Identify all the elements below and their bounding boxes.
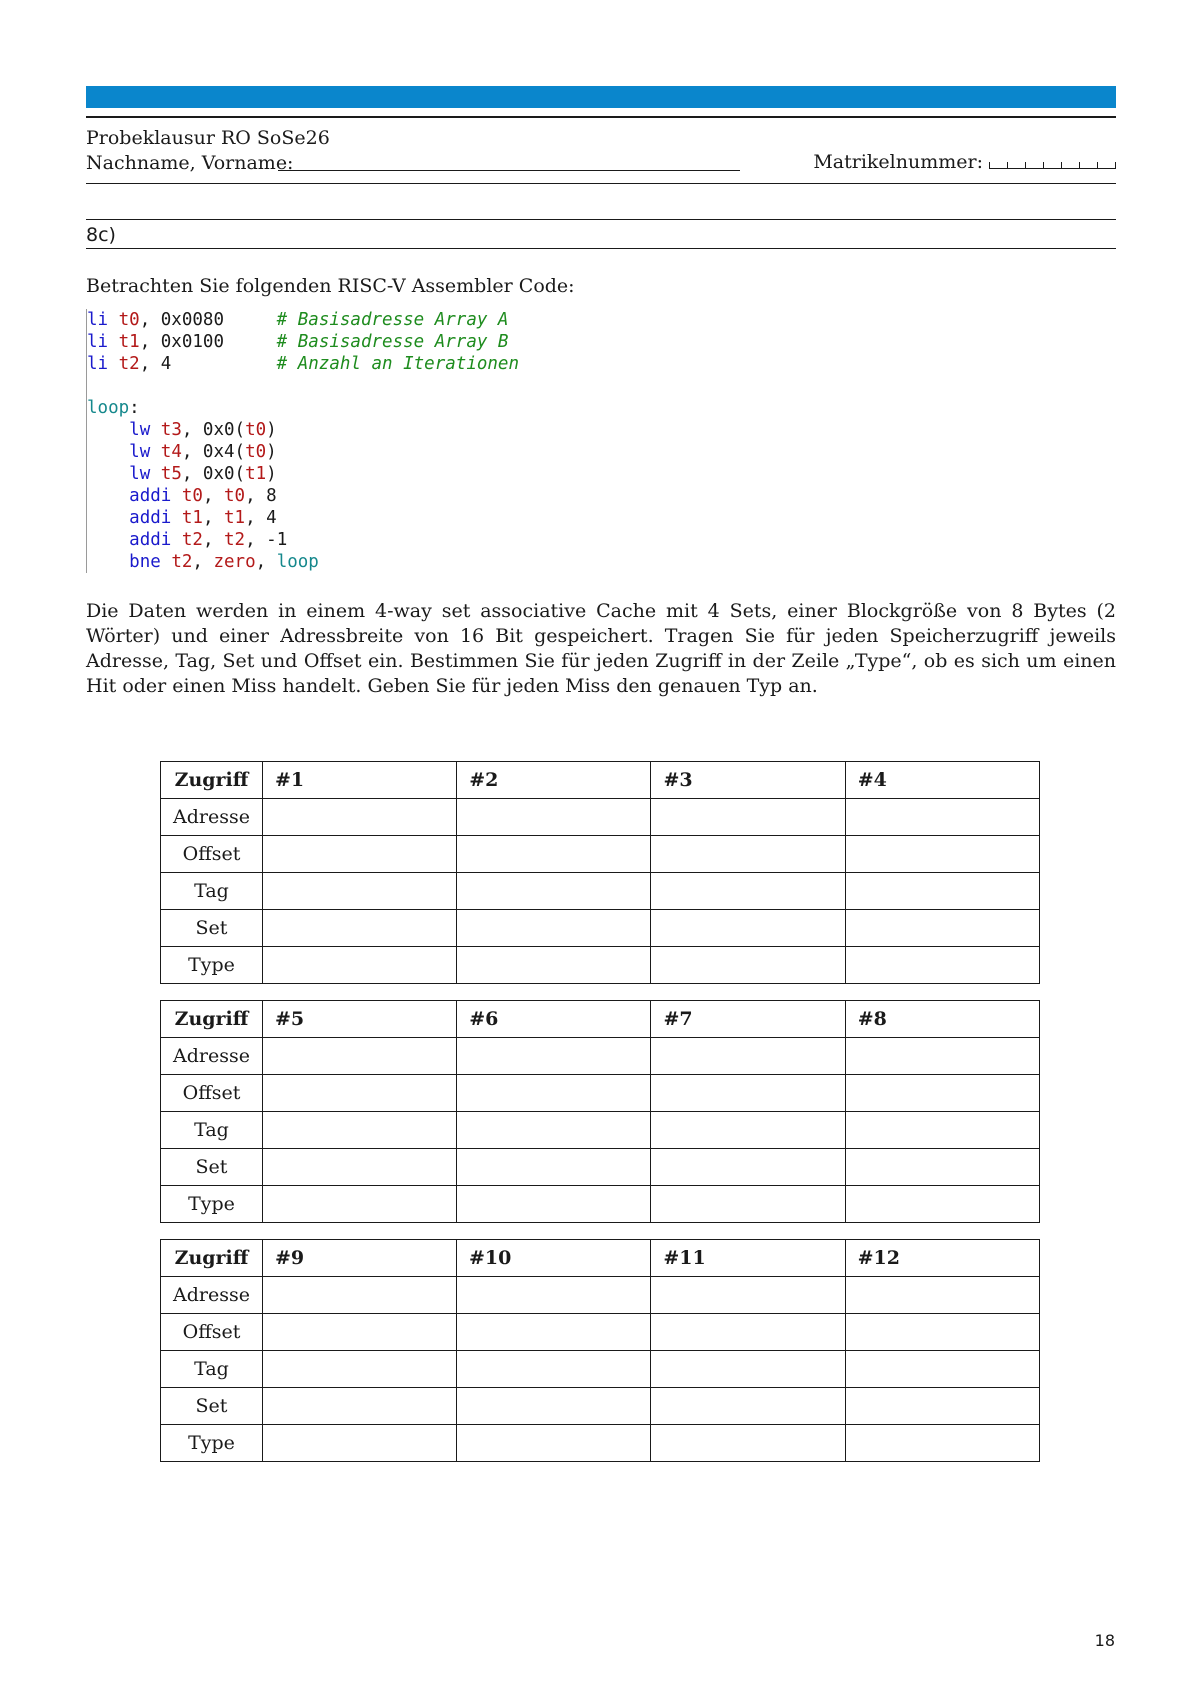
code-token (87, 552, 129, 572)
table-row (161, 873, 1040, 910)
answer-cell[interactable] (262, 1277, 456, 1314)
code-token: t1 (224, 508, 246, 528)
table-row (161, 947, 1040, 984)
answer-cell[interactable] (651, 1186, 845, 1223)
code-token: t1 (245, 464, 267, 484)
access-table-2 (160, 1000, 1040, 1223)
code-line (87, 331, 1117, 353)
code-token: t2 (181, 530, 203, 550)
code-token: , (202, 530, 225, 550)
answer-cell[interactable] (845, 799, 1039, 836)
code-token (108, 354, 119, 374)
answer-cell[interactable] (845, 1351, 1039, 1388)
code-line (87, 353, 1117, 375)
matrikel-digit-box[interactable] (989, 162, 1007, 169)
code-token (87, 486, 129, 506)
answer-cell[interactable] (262, 947, 456, 984)
access-number-header: #4 (845, 762, 1039, 799)
row-label: Tag (161, 873, 263, 910)
answer-cell[interactable] (651, 799, 845, 836)
code-line (87, 397, 1117, 419)
answer-cell[interactable] (651, 1388, 845, 1425)
answer-cell[interactable] (845, 1425, 1039, 1462)
answer-cell[interactable] (262, 1425, 456, 1462)
table-row (161, 1149, 1040, 1186)
code-token: t0 (245, 442, 267, 462)
table-row (161, 1075, 1040, 1112)
answer-cell[interactable] (845, 1314, 1039, 1351)
section-bottom-rule (86, 248, 1116, 249)
code-line (87, 441, 1117, 463)
answer-cell[interactable] (457, 1425, 651, 1462)
code-token (171, 486, 182, 506)
answer-cell[interactable] (457, 1038, 651, 1075)
matrikel-digit-box[interactable] (1043, 162, 1061, 169)
table-row (161, 1314, 1040, 1351)
code-token: , (202, 508, 225, 528)
access-number-header: #8 (845, 1001, 1039, 1038)
table-header-row (161, 1001, 1040, 1038)
row-label: Set (161, 1149, 263, 1186)
access-number-header: #1 (262, 762, 456, 799)
code-line (87, 529, 1117, 551)
answer-cell[interactable] (262, 799, 456, 836)
answer-cell[interactable] (651, 836, 845, 873)
header-top-rule (86, 116, 1116, 118)
code-token: lw (129, 464, 151, 484)
table-row (161, 1425, 1040, 1462)
row-label: Adresse (161, 1038, 263, 1075)
access-number-header: #10 (457, 1240, 651, 1277)
answer-cell[interactable] (457, 910, 651, 947)
section-label: 8c) (86, 224, 116, 246)
answer-cell[interactable] (457, 1388, 651, 1425)
answer-cell[interactable] (457, 1112, 651, 1149)
answer-cell[interactable] (845, 836, 1039, 873)
code-token: # Basisadresse Array B (276, 332, 509, 352)
access-number-header: #11 (651, 1240, 845, 1277)
intro-text: Betrachten Sie folgenden RISC-V Assembler Code: (86, 275, 575, 297)
table-row (161, 910, 1040, 947)
row-label: Type (161, 1186, 263, 1223)
code-token: t0 (118, 310, 140, 330)
answer-cell[interactable] (457, 799, 651, 836)
code-token: # Basisadresse Array A (276, 310, 509, 330)
code-token: lw (129, 442, 151, 462)
answer-cell[interactable] (651, 947, 845, 984)
code-token: t3 (160, 420, 182, 440)
code-token: zero (213, 552, 256, 572)
section-top-rule (86, 219, 1116, 220)
access-table-1 (160, 761, 1040, 984)
row-label: Adresse (161, 1277, 263, 1314)
code-token: loop (276, 552, 319, 572)
code-token: t1 (118, 332, 140, 352)
answer-cell[interactable] (457, 1149, 651, 1186)
code-token (150, 420, 161, 440)
answer-cell[interactable] (845, 1038, 1039, 1075)
table-row (161, 1186, 1040, 1223)
answer-cell[interactable] (262, 1388, 456, 1425)
zugriff-header: Zugriff (161, 1240, 263, 1277)
code-line (87, 463, 1117, 485)
access-number-header: #9 (262, 1240, 456, 1277)
exam-title: Probeklausur RO SoSe26 (86, 127, 330, 149)
zugriff-header: Zugriff (161, 762, 263, 799)
code-token: , 0x4( (181, 442, 246, 462)
matrikel-label: Matrikelnummer: (813, 151, 983, 173)
code-token: , 0x0( (181, 420, 246, 440)
page-number: 18 (1094, 1631, 1115, 1650)
code-token (87, 508, 129, 528)
answer-cell[interactable] (262, 1149, 456, 1186)
code-line (87, 485, 1117, 507)
row-label: Offset (161, 836, 263, 873)
code-token: li (87, 354, 109, 374)
code-token (108, 310, 119, 330)
code-token: ) (266, 420, 277, 440)
matrikel-boxes[interactable] (989, 162, 1116, 169)
answer-cell[interactable] (845, 1186, 1039, 1223)
code-token: t2 (171, 552, 193, 572)
answer-cell[interactable] (262, 1075, 456, 1112)
answer-cell[interactable] (845, 910, 1039, 947)
matrikel-digit-box[interactable] (1061, 162, 1079, 169)
answer-cell[interactable] (651, 1038, 845, 1075)
code-line (87, 309, 1117, 331)
answer-cell[interactable] (845, 1112, 1039, 1149)
header-accent-bar (86, 86, 1116, 108)
code-token: , (255, 552, 277, 572)
code-token (171, 530, 182, 550)
task-paragraph: Die Daten werden in einem 4-way set associative Cache mit 4 Sets, einer Blockgröße von 8 Bytes (2 Wörter) und einer Adressbreite von 16 Bit gespeichert. Tragen Sie für jeden Speicherzugriff jeweils Adresse, Tag, Set und Offset ein. Bestimmen Sie für jeden Zugriff in der Zeile „Type“, ob es sich um einen Hit oder einen Miss handelt. Geben Sie für jeden Miss den genauen Typ an. (86, 600, 1116, 697)
table-row (161, 799, 1040, 836)
code-token: : (129, 398, 140, 418)
answer-cell[interactable] (651, 1149, 845, 1186)
answer-cell[interactable] (651, 1075, 845, 1112)
answer-cell[interactable] (262, 1351, 456, 1388)
table-row (161, 1388, 1040, 1425)
access-number-header: #3 (651, 762, 845, 799)
code-token: loop (87, 398, 130, 418)
code-token: , 0x0080 (139, 310, 277, 330)
code-token: addi (129, 530, 172, 550)
code-token: li (87, 310, 109, 330)
access-number-header: #5 (262, 1001, 456, 1038)
table-header-row (161, 1240, 1040, 1277)
table-header-row (161, 762, 1040, 799)
code-token (150, 464, 161, 484)
answer-cell[interactable] (457, 836, 651, 873)
answer-cell[interactable] (262, 1314, 456, 1351)
code-token: bne (129, 552, 161, 572)
matrikel-field (813, 151, 1116, 173)
answer-cell[interactable] (457, 1351, 651, 1388)
answer-cell[interactable] (845, 1388, 1039, 1425)
code-token: ) (266, 442, 277, 462)
name-label: Nachname, Vorname: (86, 152, 294, 174)
code-token: t1 (181, 508, 203, 528)
row-label: Offset (161, 1075, 263, 1112)
matrikel-digit-box[interactable] (1097, 162, 1116, 169)
code-token: addi (129, 508, 172, 528)
row-label: Type (161, 1425, 263, 1462)
answer-cell[interactable] (457, 873, 651, 910)
code-token: t2 (224, 530, 246, 550)
code-token: t5 (160, 464, 182, 484)
answer-cell[interactable] (845, 873, 1039, 910)
answer-cell[interactable] (651, 1351, 845, 1388)
table-row (161, 1112, 1040, 1149)
answer-cell[interactable] (651, 1277, 845, 1314)
code-token (87, 420, 129, 440)
table-row (161, 836, 1040, 873)
code-token: , 8 (245, 486, 277, 506)
code-token: , 4 (245, 508, 277, 528)
answer-cell[interactable] (651, 910, 845, 947)
code-line (87, 507, 1117, 529)
code-token: t2 (118, 354, 140, 374)
code-token (150, 442, 161, 462)
answer-cell[interactable] (845, 947, 1039, 984)
access-number-header: #7 (651, 1001, 845, 1038)
row-label: Set (161, 1388, 263, 1425)
answer-cell[interactable] (457, 1277, 651, 1314)
code-token: , 0x0100 (139, 332, 277, 352)
code-token: , (192, 552, 214, 572)
code-token (87, 530, 129, 550)
name-input-line[interactable] (278, 170, 740, 171)
header-bottom-rule (86, 183, 1116, 184)
answer-cell[interactable] (651, 1314, 845, 1351)
answer-cell[interactable] (457, 1186, 651, 1223)
answer-cell[interactable] (845, 1277, 1039, 1314)
answer-cell[interactable] (845, 1075, 1039, 1112)
matrikel-digit-box[interactable] (1025, 162, 1043, 169)
table-row (161, 1038, 1040, 1075)
table-row (161, 1351, 1040, 1388)
row-label: Tag (161, 1351, 263, 1388)
code-line (87, 375, 1117, 397)
matrikel-digit-box[interactable] (1007, 162, 1025, 169)
answer-cell[interactable] (651, 873, 845, 910)
access-number-header: #6 (457, 1001, 651, 1038)
answer-cell[interactable] (845, 1149, 1039, 1186)
code-token: t0 (245, 420, 267, 440)
answer-cell[interactable] (262, 1038, 456, 1075)
code-token: , 4 (139, 354, 277, 374)
code-token: , 0x0( (181, 464, 246, 484)
code-line (87, 551, 1117, 573)
answer-cell[interactable] (457, 1075, 651, 1112)
code-line (87, 419, 1117, 441)
answer-cell[interactable] (651, 1112, 845, 1149)
code-token: ) (266, 464, 277, 484)
answer-cell[interactable] (651, 1425, 845, 1462)
answer-cell[interactable] (457, 1314, 651, 1351)
code-token: , -1 (245, 530, 288, 550)
code-token: addi (129, 486, 172, 506)
answer-cell[interactable] (262, 1186, 456, 1223)
answer-cell[interactable] (262, 1112, 456, 1149)
code-token (87, 464, 129, 484)
access-number-header: #2 (457, 762, 651, 799)
answer-cell[interactable] (262, 910, 456, 947)
answer-cell[interactable] (262, 836, 456, 873)
code-token: , (202, 486, 225, 506)
answer-cell[interactable] (262, 873, 456, 910)
row-label: Adresse (161, 799, 263, 836)
access-number-header: #12 (845, 1240, 1039, 1277)
row-label: Type (161, 947, 263, 984)
code-token: t0 (224, 486, 246, 506)
row-label: Set (161, 910, 263, 947)
access-table-3 (160, 1239, 1040, 1462)
code-token: lw (129, 420, 151, 440)
answer-cell[interactable] (457, 947, 651, 984)
code-token: t0 (181, 486, 203, 506)
zugriff-header: Zugriff (161, 1001, 263, 1038)
code-token: t4 (160, 442, 182, 462)
code-token (87, 442, 129, 462)
code-block (86, 309, 1117, 573)
code-token: li (87, 332, 109, 352)
matrikel-digit-box[interactable] (1079, 162, 1097, 169)
code-token (171, 508, 182, 528)
row-label: Offset (161, 1314, 263, 1351)
code-token (108, 332, 119, 352)
row-label: Tag (161, 1112, 263, 1149)
code-token: # Anzahl an Iterationen (276, 354, 519, 374)
code-token (161, 552, 172, 572)
table-row (161, 1277, 1040, 1314)
